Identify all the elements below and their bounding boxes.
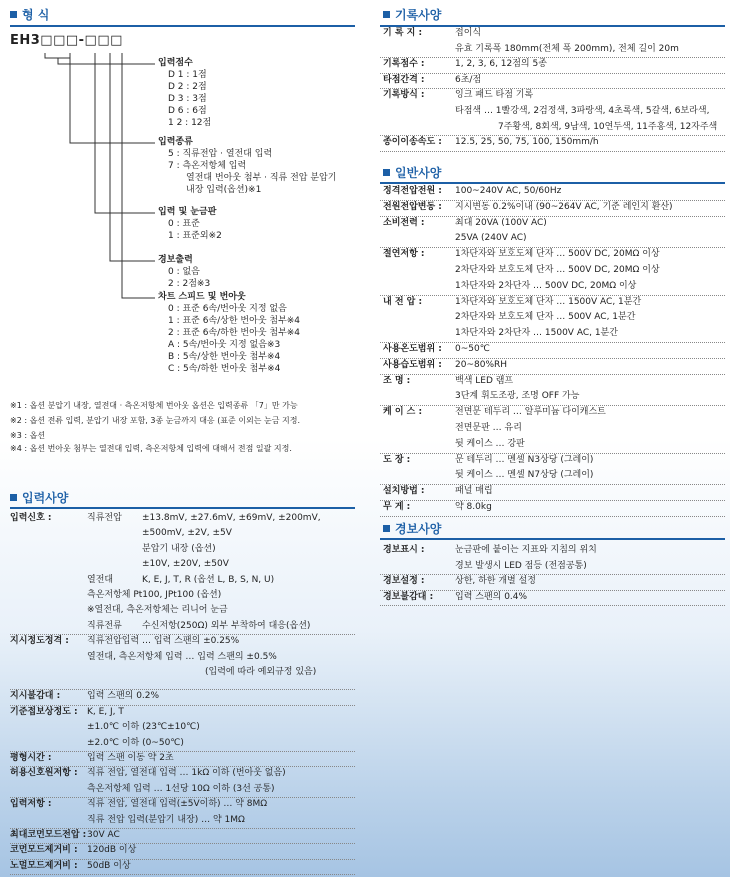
spec-value: 1, 2, 3, 6, 12점의 5종 [455, 59, 547, 70]
section-input-title: 입력사양 [10, 491, 68, 505]
tree-group-title: 입력점수 [158, 58, 193, 68]
spec-label: 노멀모드제거비 : [10, 860, 78, 871]
spec-value: 측온저항체 입력 … 1선당 10Ω 이하 (3선 공통) [87, 783, 275, 794]
spec-value: 30V AC [87, 830, 120, 840]
spec-value: 12.5, 25, 50, 75, 100, 150mm/h [455, 137, 599, 148]
spec-value: 6초/점 [455, 74, 482, 85]
format-note: ※2 : 옵션 전류 입력, 분압기 내장 포함, 3종 눈금까지 대응 (표준 이외는 눈금 지정. [10, 416, 301, 425]
row-divider [380, 574, 725, 575]
spec-value: 입력 스팬의 0.4% [455, 591, 528, 602]
spec-value: 직류 전압, 열전대 입력 … 1kΩ 이하 (번아웃 없음) [87, 768, 286, 779]
spec-label: 경보설정 : [383, 576, 425, 587]
tree-group-item: C : 5속/하한 번아웃 첨부※4 [168, 364, 281, 374]
spec-value: 1차단자와 보호도체 단자 … 500V DC, 20MΩ 이상 [455, 249, 660, 260]
spec-label: 기 록 지 : [383, 28, 423, 38]
spec-value: 120dB 이상 [87, 845, 137, 856]
spec-value: 100~240V AC, 50/60Hz [455, 186, 562, 196]
spec-value: 약 8.0kg [455, 502, 492, 512]
spec-value: 경보 발생시 LED 점등 (전점공통) [455, 560, 587, 571]
tree-group-title: 입력 및 눈금판 [158, 207, 217, 217]
spec-label: 전원전압변동 : [383, 201, 442, 212]
row-divider [380, 216, 725, 217]
row-divider [10, 751, 355, 752]
row-divider [380, 151, 725, 152]
spec-value: 전면문판 … 유리 [455, 423, 522, 433]
spec-value: ±500mV, ±2V, ±5V [142, 528, 232, 539]
spec-value: 1차단자와 보호도체 단자 … 1500V AC, 1분간 [455, 296, 642, 307]
section-record-title: 기록사양 [383, 8, 441, 22]
spec-value: 눈금판에 붙이는 지표와 지침의 위치 [455, 545, 597, 555]
row-divider [380, 516, 725, 517]
spec-label: 타점간격 : [383, 74, 425, 85]
tree-group-item: D 3 : 3점 [168, 94, 207, 104]
spec-value: 2차단자와 보호도체 단자 … 500V DC, 20MΩ 이상 [455, 265, 660, 275]
spec-label: 경보불감대 : [383, 591, 434, 602]
spec-value: 수신저항(250Ω) 외부 부착하여 대응(옵션) [142, 620, 311, 631]
spec-value: 잉크 패드 타점 기록 [455, 90, 534, 101]
row-divider [380, 605, 725, 606]
spec-value: ±10V, ±20V, ±50V [142, 559, 229, 570]
spec-value: 분압기 내장 (옵션) [142, 543, 216, 554]
row-divider [380, 374, 725, 375]
spec-value: 3단계 휘도조광, 조명 OFF 가능 [455, 391, 580, 402]
tree-group-item: D 1 : 1점 [168, 70, 207, 80]
tree-group-item: 1 : 표준외※2 [168, 231, 222, 241]
row-divider [10, 705, 355, 706]
row-divider [380, 453, 725, 454]
spec-value: 지시변동 0.2%이내 (90~264V AC, 기준 레인지 환산) [455, 201, 673, 212]
tree-group-title: 차트 스피드 및 번아웃 [158, 292, 246, 302]
tree-line-alarm [110, 53, 155, 261]
spec-value: 2차단자와 보호도체 단자 … 500V AC, 1분간 [455, 312, 636, 323]
spec-label: 허용신호원저항 : [10, 768, 78, 779]
format-note: ※4 : 옵션 번아웃 첨부는 열전대 입력, 측온저항체 입력에 대해서 전점 일괄 지정. [10, 444, 292, 453]
tree-line-input-points [45, 53, 155, 64]
spec-value: 직류 전압 입력(분압기 내장) … 약 1MΩ [87, 814, 245, 825]
row-divider [380, 88, 725, 89]
spec-label: 입력신호 : [10, 513, 52, 523]
spec-value: 1차단자와 2차단자 … 1500V AC, 1분간 [455, 328, 618, 339]
spec-value: K, E, J, T [87, 706, 124, 717]
tree-line-input-type [70, 53, 155, 143]
spec-label: 설치방법 : [383, 486, 425, 497]
spec-label: 무 게 : [383, 502, 411, 512]
row-divider [380, 590, 725, 591]
tree-group-item: D 6 : 6점 [168, 106, 207, 116]
row-divider [380, 342, 725, 343]
spec-value: 7주황색, 8회색, 9남색, 10연두색, 11주홍색, 12자주색 [498, 121, 718, 132]
spec-value: 문 테두리 … 멘셀 N3상당 (그레이) [455, 454, 594, 465]
model-code: EH3□□□-□□□ [10, 33, 123, 48]
spec-value: ±1.0℃ 이하 (23℃±10℃) [87, 722, 200, 733]
tree-group-item: 0 : 표준 6속/번아웃 지정 없음 [168, 304, 287, 314]
spec-value: 유효 기록폭 180mm(전체 폭 200mm), 전체 길이 20m [455, 43, 679, 54]
row-divider [380, 200, 725, 201]
spec-label: 사용온도범위 : [383, 344, 442, 354]
spec-value: 50dB 이상 [87, 860, 131, 871]
row-divider [10, 828, 355, 829]
spec-value: 직류 전압, 열전대 입력(±5V이하) … 약 8MΩ [87, 799, 268, 810]
row-divider [10, 689, 355, 690]
spec-value: ±2.0℃ 이하 (0~50℃) [87, 737, 184, 748]
tree-group-item: 0 : 없음 [168, 267, 200, 277]
section-format-title: 형 식 [10, 8, 49, 22]
spec-value: 백색 LED 램프 [455, 375, 514, 386]
spec-label: 사용습도범위 : [383, 359, 442, 370]
spec-value: ±13.8mV, ±27.6mV, ±69mV, ±200mV, [142, 513, 321, 523]
section-general-title: 일반사양 [383, 166, 441, 180]
spec-label: 케 이 스 : [383, 407, 423, 418]
tree-group-item: 열전대 번아웃 첨부 · 직류 전압 분압기 [186, 173, 337, 183]
tree-group-item: 5 : 직류전압 · 열전대 입력 [168, 149, 273, 159]
section-alarm-title: 경보사양 [383, 522, 441, 536]
spec-value: 직류전압입력 … 입력 스팬의 ±0.25% [87, 636, 240, 647]
tree-group-item: 1 : 표준 6속/상한 번아웃 첨부※4 [168, 316, 301, 326]
spec-label: 기준접보상정도 : [10, 706, 78, 717]
spec-value: 입력 스팬 이동 약 2초 [87, 753, 174, 763]
spec-label: 최대코먼모드전압 : [10, 830, 87, 840]
spec-label: 도 장 : [383, 454, 411, 465]
tree-group-item: 7 : 측온저항체 입력 [168, 161, 247, 171]
spec-label: 기록방식 : [383, 90, 425, 101]
tree-group-item: 2 : 2점※3 [168, 279, 211, 289]
spec-value: 최대 20VA (100V AC) [455, 217, 547, 228]
row-divider [380, 57, 725, 58]
tree-group-title: 경보출력 [158, 255, 193, 265]
spec-value: K, E, J, T, R (옵션 L, B, S, N, U) [142, 574, 275, 585]
tree-group-title: 입력종류 [158, 137, 193, 147]
spec-sublabel: 직류전압 [87, 513, 122, 523]
spec-label: 평형시간 : [10, 753, 52, 763]
tree-group-item: D 2 : 2점 [168, 82, 207, 92]
spec-label: 코먼모드제거비 : [10, 845, 78, 856]
spec-sublabel: 열전대 [87, 574, 114, 585]
spec-value: 20~80%RH [455, 359, 508, 370]
tree-group-item: B : 5속/상한 번아웃 첨부※4 [168, 352, 281, 362]
spec-value: 1차단자와 2차단자 … 500V DC, 20MΩ 이상 [455, 280, 637, 291]
tree-group-item: A : 5속/번아웃 지정 없음※3 [168, 340, 281, 350]
row-divider [380, 295, 725, 296]
row-divider [380, 500, 725, 501]
spec-value: 타점색 … 1빨강색, 2검정색, 3파랑색, 4초록색, 5갈색, 6보라색, [455, 106, 710, 116]
spec-label: 정격전압전원 : [383, 186, 442, 196]
spec-label: 종이이송속도 : [383, 137, 442, 148]
format-note: ※1 : 옵션 분압기 내장, 열전대 · 측온저항체 번아웃 옵션은 입력종류 「7」만 가능 [10, 401, 298, 410]
spec-label: 지시불감대 : [10, 691, 61, 702]
spec-value: 입력 스팬의 0.2% [87, 691, 160, 702]
tree-group-item: 1 2 : 12점 [168, 118, 212, 128]
spec-label: 경보표시 : [383, 545, 425, 555]
spec-label: 입력저항 : [10, 799, 52, 810]
format-note: ※3 : 옵션 [10, 431, 46, 440]
spec-value: 열전대, 측온저항체 입력 … 입력 스팬의 ±0.5% [87, 651, 277, 662]
spec-label: 소비전력 : [383, 217, 425, 228]
tree-group-item: 내장 입력(옵션)※1 [186, 185, 262, 195]
tree-line-scale [95, 53, 155, 213]
row-divider [10, 859, 355, 860]
spec-value: 0~50℃ [455, 344, 490, 354]
row-divider [380, 358, 725, 359]
spec-value: 전면문 테두리 … 알루미늄 다이캐스트 [455, 407, 606, 418]
spec-value: 뒷 케이스 … 멘셀 N7상당 (그레이) [455, 470, 594, 481]
row-divider [380, 73, 725, 74]
spec-value: 25VA (240V AC) [455, 233, 527, 244]
spec-value: ※열전대, 측온저항체는 리니어 눈금 [87, 605, 228, 616]
spec-value: 패널 매립 [455, 486, 493, 497]
spec-value: 상한, 하한 개별 설정 [455, 576, 536, 587]
spec-value: (입력에 따라 예외규정 있음) [205, 667, 317, 677]
spec-label: 기록점수 : [383, 59, 425, 70]
row-divider [380, 484, 725, 485]
spec-label: 내 전 압 : [383, 296, 423, 307]
row-divider [10, 874, 355, 875]
spec-sublabel: 직류전류 [87, 620, 122, 631]
tree-group-item: 2 : 표준 6속/하한 번아웃 첨부※4 [168, 328, 301, 338]
spec-label: 지시정도정격 : [10, 636, 69, 647]
spec-value: 뒷 케이스 … 강판 [455, 438, 525, 449]
spec-label: 조 명 : [383, 375, 411, 386]
tree-group-item: 0 : 표준 [168, 219, 200, 229]
spec-value: 접이식 [455, 28, 482, 38]
spec-label: 절연저항 : [383, 249, 425, 260]
spec-value: 측온저항체 Pt100, JPt100 (옵션) [87, 590, 222, 600]
